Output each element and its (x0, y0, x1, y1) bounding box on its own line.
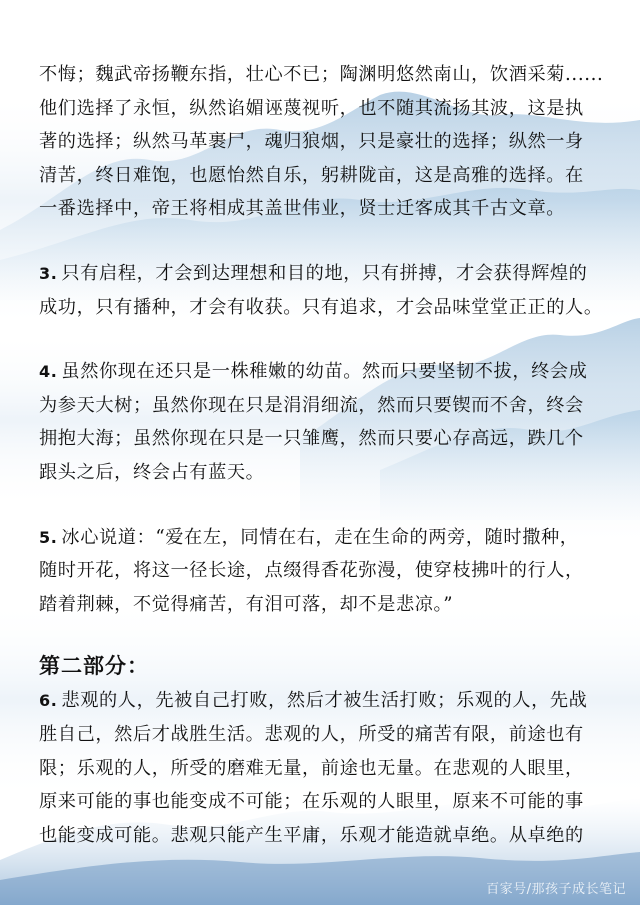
item-number: 4. (39, 362, 58, 382)
watermark-text: 百家号/那孩子成长笔记 (486, 882, 626, 897)
text-line: 拥抱大海；虽然你现在只是一只雏鹰，然而只要心存高远，跌几个 (39, 428, 584, 450)
paragraph-gap (39, 490, 605, 521)
text-line: 悲观的人，先被自己打败，然后才被生活打败；乐观的人，先战 (61, 690, 588, 712)
text-line: 为参天大树；虽然你现在只是涓涓细流，然而只要锲而不舍，终会 (39, 394, 584, 416)
text-line: 踏着荆棘，不觉得痛苦，有泪可落，却不是悲凉。” (39, 593, 454, 615)
paragraph-item-3 (39, 257, 605, 324)
text-line: 清苦，终日难饱，也愿怡然自乐，躬耕陇亩，这是高雅的选择。在 (39, 164, 584, 186)
text-line: 冰心说道：“爱在左，同情在右，走在生命的两旁，随时撒种， (61, 526, 579, 548)
section-title: 第二部分： (39, 654, 149, 679)
text-line: 随时开花，将这一径长途，点缀得香花弥漫，使穿枝拂叶的行人， (39, 560, 584, 582)
paragraph-item-6 (39, 684, 605, 852)
text-line: 不悔；魏武帝扬鞭东指，壮心不已；陶渊明悠然南山，饮酒采菊...... (39, 64, 604, 85)
document-body (39, 58, 605, 852)
text-line: 也能变成可能。悲观只能产生平庸，乐观才能造就卓绝。从卓绝的 (39, 824, 584, 846)
paragraph-item-4 (39, 355, 605, 489)
text-line: 虽然你现在还只是一株稚嫩的幼苗。然而只要坚韧不拔，终会成 (61, 361, 588, 383)
text-line: 他们选择了永恒，纵然谄媚诬蔑视听，也不随其流扬其波，这是执 (39, 97, 584, 119)
text-line: 只有启程，才会到达理想和目的地，只有拼搏，才会获得辉煌的 (61, 262, 588, 284)
item-number: 6. (39, 691, 58, 711)
text-line: 著的选择；纵然马革裹尸，魂归狼烟，只是豪壮的选择；纵然一身 (39, 131, 584, 153)
text-line: 一番选择中，帝王将相成其盖世伟业，贤士迁客成其千古文章。 (39, 198, 566, 220)
paragraph-continuation (39, 58, 605, 226)
paragraph-gap (39, 226, 605, 257)
section-gap (39, 621, 605, 648)
paragraph-item-5 (39, 521, 605, 622)
text-line: 胜自己，然后才战胜生活。悲观的人，所受的痛苦有限，前途也有 (39, 723, 584, 745)
paragraph-gap (39, 324, 605, 355)
text-line: 原来可能的事也能变成不可能；在乐观的人眼里，原来不可能的事 (39, 791, 584, 813)
text-line: 限；乐观的人，所受的磨难无量，前途也无量。在悲观的人眼里， (39, 757, 584, 779)
text-line: 成功，只有播种，才会有收获。只有追求，才会品味堂堂正正的人。 (39, 296, 603, 318)
item-number: 5. (39, 527, 58, 547)
text-line: 跟头之后，终会占有蓝天。 (39, 461, 265, 483)
item-number: 3. (39, 263, 58, 283)
